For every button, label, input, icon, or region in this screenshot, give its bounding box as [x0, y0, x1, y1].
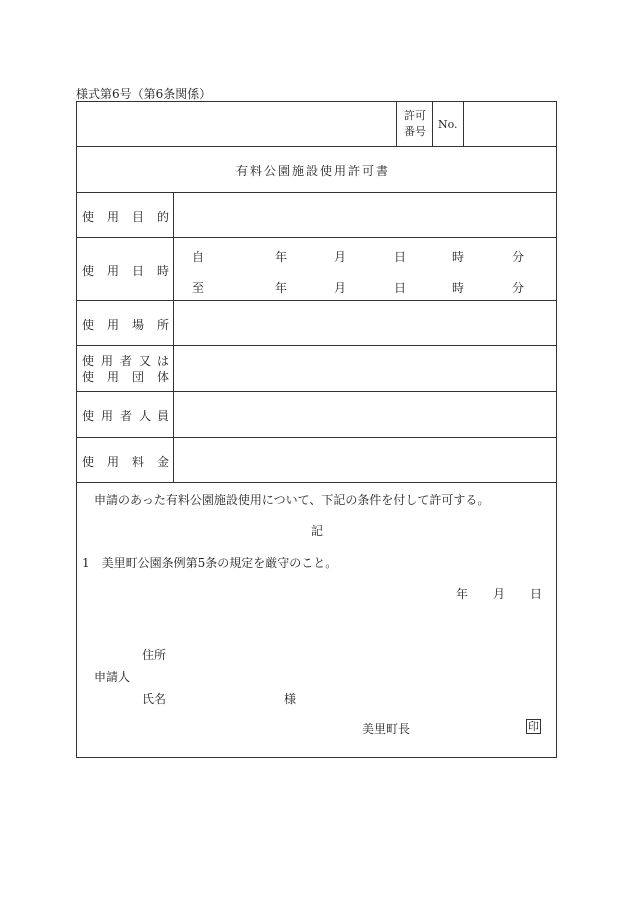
fee-field[interactable]: [174, 438, 556, 482]
place-field[interactable]: [174, 301, 556, 345]
document-title: 有料公園施設使用許可書: [236, 164, 391, 178]
user-count-field[interactable]: [174, 392, 556, 437]
condition-1: 1 美里町公園条例第5条の規定を厳守のこと。: [82, 556, 338, 570]
approval-statement: 申請のあった有料公園施設使用について、下記の条件を付して許可する。: [94, 493, 490, 507]
purpose-field[interactable]: [174, 193, 556, 237]
ki-heading: 記: [311, 524, 324, 538]
no-label: No.: [438, 118, 458, 131]
seal-mark: 印: [528, 720, 539, 733]
name-label: 氏名: [142, 692, 167, 706]
user-group-field[interactable]: [174, 346, 556, 391]
applicant-label: 申請人: [94, 670, 131, 684]
address-label: 住所: [142, 648, 167, 662]
permit-number-label: 許可 番号: [404, 109, 426, 138]
honorific: 様: [284, 692, 297, 706]
form-number: 様式第6号（第6条関係）: [76, 87, 212, 101]
mayor-title: 美里町長: [362, 722, 411, 736]
